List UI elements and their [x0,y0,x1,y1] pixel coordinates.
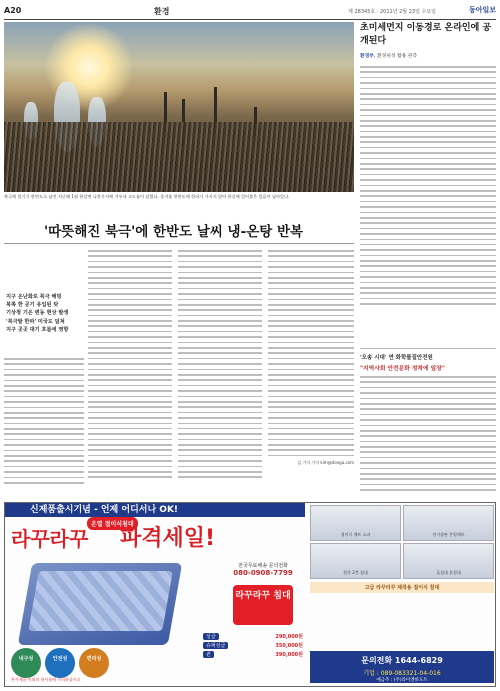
subhead-line: 지구 온난화로 북극 해빙 [6,294,62,300]
ad-call-label: 문의전화 1644-6829 [361,656,443,665]
page-number: A20 [4,6,22,15]
ad-badges [11,648,109,678]
right-article-body [360,66,496,309]
ad-footer: 본사제품 이외의 유사품에 주의하십시오 [11,677,81,682]
ad-price-list [203,633,303,660]
product-tile: 원목 2층 침대 [310,543,401,579]
ad-product-grid [310,505,494,593]
article-headline: '따뜻해진 북극'에 한반도 날씨 냉-온탕 반복 [44,224,304,240]
price-row: 슈퍼싱글 350,000원 [203,642,303,649]
ad-banner: 신제품출시기념 - 언제 어디서나 OK! [5,503,305,517]
sub-article-title: "지역사회 안전문화 정착에 앞장" [360,366,445,372]
ad-bed-label: 라꾸라꾸 침대 [233,585,293,625]
folding-bed-image [18,563,182,645]
ad-account-number: 기업 : 089-083321-04-016 [363,670,441,677]
product-tile: 돌침대 흙침대 [403,543,494,579]
ad-sale-text: 파격세일! [120,526,216,551]
article-column-3 [178,250,262,482]
ad-sale-tag: 온열 접이식침대 [87,517,138,530]
badge-safety: 안전성 [45,648,75,678]
section-name: 환경 [154,7,170,16]
ad-call-box [310,651,494,683]
article-column-4 [268,250,354,466]
ad-brand: 라꾸라꾸 [11,527,89,551]
sub-article [360,348,496,495]
article-column-2 [88,250,172,482]
badge-convenience: 편리성 [79,648,109,678]
price-row: 싱글 290,000원 [203,633,303,640]
subhead-line: 북쪽 한 공기 유입된 탓 [6,302,59,309]
article-byline: 김 기자 기자 kim@donga.com [297,460,354,466]
date-line: 제 28345호 · 2011년 2월 23일 수요일 [348,9,436,15]
newspaper-name: 동아일보 [468,6,496,14]
product-tile: 전기장판 온열매트 [403,505,494,541]
ad-account-holder: 예금주 : (주)라이앤바도트 [376,678,428,683]
article-column-1 [4,358,84,487]
divider [4,243,354,244]
product-tile: 접이식 매트 소파 [310,505,401,541]
badge-durability: 내구성 [11,648,41,678]
article-subheads [6,294,78,335]
sub-article-kicker: '오송 시대' 연 화학물질안전원 [360,355,433,361]
main-photo [4,22,354,192]
subhead-line: 지구 곳곳 대기 흐름에 영향 [6,326,69,333]
price-row: 퀸 390,000원 [203,651,303,658]
subhead-line: 기상청 기온 변동 현상 발생 [6,310,69,317]
ad-strip: 고급 라꾸라꾸 제작용 접이식 침대 [310,582,494,593]
advertisement [4,502,496,687]
right-article-title: 초미세먼지 이동경로 온라인에 공개된다 [360,23,492,46]
reed-field [4,122,354,192]
ad-phone: 전국무료배송 문의전화 080-0908-7799 [233,563,293,577]
photo-caption: 북극에 불기기 한반도로 남진 지난해 1월 한강변 나뭇가지에 겨우내 고드름이 달렸다. 올겨울 한반도에 한파가 가시지 않아 한강에 얼어붙은 얼음이 남아있다. [4,194,290,199]
right-column-article [360,22,496,59]
right-article-byline: 환경부, 환경위성 활용 관측 [360,54,418,59]
subhead-line: '북극발 한파' 미국도 덮쳐 [6,318,65,325]
page-header [4,4,496,20]
